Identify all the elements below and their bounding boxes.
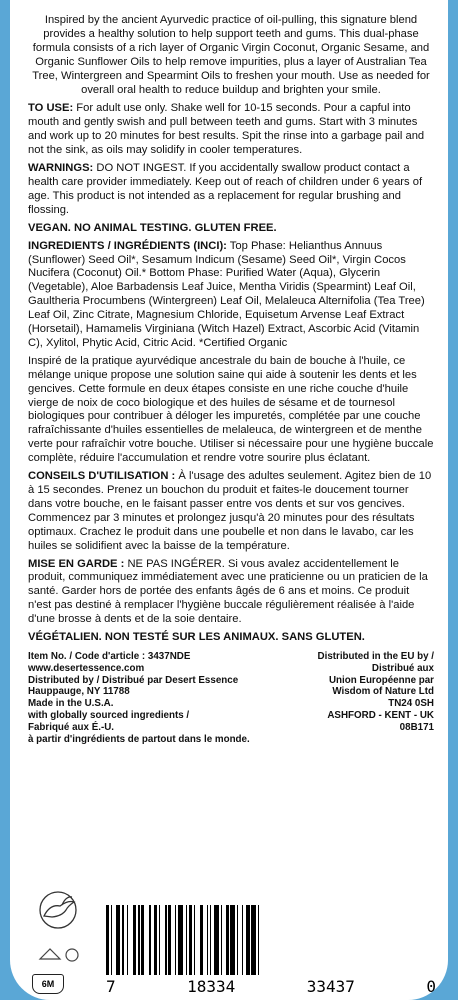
pao-icon bbox=[32, 974, 64, 994]
leaping-bunny-icon bbox=[32, 890, 84, 930]
pao-label: 6M bbox=[41, 979, 55, 989]
eu-line-3: Union Européenne par bbox=[328, 674, 434, 686]
barcode-digit-group-1: 18334 bbox=[187, 977, 236, 996]
mise-en-garde-section bbox=[28, 558, 434, 628]
warnings-heading: WARNINGS: bbox=[28, 162, 94, 175]
label-icons bbox=[32, 890, 92, 994]
to-use-text: For adult use only. Shake well for 10-15 seconds. Pour a capful into mouth and gently swish and pull between teeth and gums. Start with 3 minutes and work up to 20 minutes for best results. Spit the rinse into a garbage pail and not the sink, as oils may solidify in cooler temperatures. bbox=[28, 102, 425, 157]
item-number: Item No. / Code d'article : 3437NDE bbox=[28, 650, 191, 662]
made-in: Made in the U.S.A. bbox=[28, 698, 114, 710]
conseils-text: À l'usage des adultes seulement. Agitez bien de 10 à 15 secondes. Prenez un bouchon du produit et faites-le doucement tourner dans votre bouche, en le faisant passer entre vos dents et sur vos gencives. Commencez par 3 minutes et prolongez jusqu'à 20 minutes pour des résultats optimaux. Crachez le produit dans une poubelle et non dans le lavabo, car les huiles se solidifient avec la baisse de la température. bbox=[28, 470, 432, 552]
to-use-heading: TO USE: bbox=[28, 102, 74, 115]
warnings-section bbox=[28, 162, 434, 218]
barcode-digit-first: 7 bbox=[106, 977, 116, 996]
eu-line-5: TN24 0SH bbox=[388, 698, 434, 710]
to-use-section bbox=[28, 102, 434, 158]
vegan-claim: VEGAN. NO ANIMAL TESTING. GLUTEN FREE. bbox=[28, 221, 277, 234]
barcode-bars bbox=[106, 905, 436, 975]
eu-line-1: Distributed in the EU by / bbox=[317, 650, 434, 662]
barcode-digit-group-2: 33437 bbox=[306, 977, 355, 996]
conseils-section bbox=[28, 470, 434, 553]
ingredients-section bbox=[28, 240, 434, 351]
distributed-by: Distributed by / Distribué par Desert Essence bbox=[28, 674, 239, 686]
eu-line-2: Distribué aux bbox=[371, 662, 434, 674]
sourced-fr: à partir d'ingrédients de partout dans le monde. bbox=[28, 733, 250, 745]
intro-text: Inspired by the ancient Ayurvedic practice of oil-pulling, this signature blend provides a healthy solution to help support teeth and gums. This dual-phase formula consists of a rich layer of Organic Virgin Coconut, Organic Sesame, and Organic Sunflower Oils to help remove impurities, plus a layer of Australian Tea Tree, Wintergreen and Spearmint Oils to freshen your mouth. Use as needed for overall oral health to reduce buildup and brighten your smile. bbox=[32, 14, 430, 96]
distributor-left bbox=[28, 651, 278, 745]
recycle-icon bbox=[32, 945, 84, 965]
mise-en-garde-text: NE PAS INGÉRER. Si vous avalez accidentellement le produit, communiquez immédiatement avec une praticienne ou un praticien de la santé. Garder hors de portée des enfants âgés de 6 ans et moins. Ce produit n'est pas destiné à remplacer l'hygiène buccale régulièrement réalisée à l'aide d'une brosse à dents et de la soie dentaire. bbox=[28, 557, 428, 626]
eu-line-7: 08B171 bbox=[399, 721, 434, 733]
mise-en-garde-heading: MISE EN GARDE : bbox=[28, 557, 125, 570]
intro-text-fr: Inspiré de la pratique ayurvédique ancestrale du bain de bouche à l'huile, ce mélange unique propose une solution saine qui aide à soutenir les dents et les gencives. Cette formule en deux étapes consiste en une riche couche d'huile vierge de noix de coco biologique et des huiles de sésame et de tournesol biologiques pour contribuer à déloger les impuretés, complétée par une couche rafraîchissante d'huiles essentielles de melaleuca, de wintergreen et de menthe verte pour rafraîchir votre bouche. Utiliser si nécessaire pour une hygiène buccale complète, réduire l'accumulation et rendre votre sourire plus éclatant. bbox=[28, 354, 434, 465]
eu-line-6: ASHFORD - KENT - UK bbox=[327, 709, 434, 721]
warnings-text: DO NOT INGEST. If you accidentally swallow product contact a health care provider immediately. Keep out of reach of children under 6 years of age. This product is not intended as a replacement for regular brushing and flossing. bbox=[28, 162, 423, 216]
ingredients-heading: INGREDIENTS / INGRÉDIENTS (INCI): bbox=[28, 239, 227, 252]
eu-line-4: Wisdom of Nature Ltd bbox=[332, 686, 434, 698]
barcode-digit-last: 0 bbox=[426, 977, 436, 996]
sourced: with globally sourced ingredients / bbox=[28, 709, 190, 721]
ingredients-text: Top Phase: Helianthus Annuus (Sunflower) Seed Oil*, Sesamum Indicum (Sesame) Seed Oil*, Virgin Cocos Nucifera (Coconut) Oil.* Bottom Phase: Purified Water (Aqua), Glycerin (Vegetable), Aloe Barbadensis Leaf Juice, Mentha Viridis (Spearmint) Leaf Oil, Gaultheria Procumbens (Wintergreen) Leaf Oil, Melaleuca Alternifolia (Tea Tree) Leaf Oil, Zinc Citrate, Magnesium Chloride, Equisetum Arvense Leaf Extract (Horsetail), Hamamelis Virginiana (Witch Hazel) Extract, Ascorbic Acid (Vitamin C), Xylitol, Phytic Acid, Citric Acid. *Certified Organic bbox=[28, 239, 425, 349]
distributor-block bbox=[28, 651, 434, 745]
barcode-bar bbox=[259, 905, 262, 975]
vegan-claim-fr: VÉGÉTALIEN. NON TESTÉ SUR LES ANIMAUX. SANS GLUTEN. bbox=[28, 631, 365, 644]
website: www.desertessence.com bbox=[28, 662, 145, 674]
barcode-digits bbox=[106, 977, 436, 996]
barcode bbox=[106, 905, 436, 1000]
city: Hauppauge, NY 11788 bbox=[28, 686, 130, 698]
conseils-heading: CONSEILS D'UTILISATION : bbox=[28, 470, 176, 483]
made-in-fr: Fabriqué aux É.-U. bbox=[28, 721, 115, 733]
distributor-right bbox=[284, 651, 434, 745]
product-label bbox=[10, 0, 448, 1000]
